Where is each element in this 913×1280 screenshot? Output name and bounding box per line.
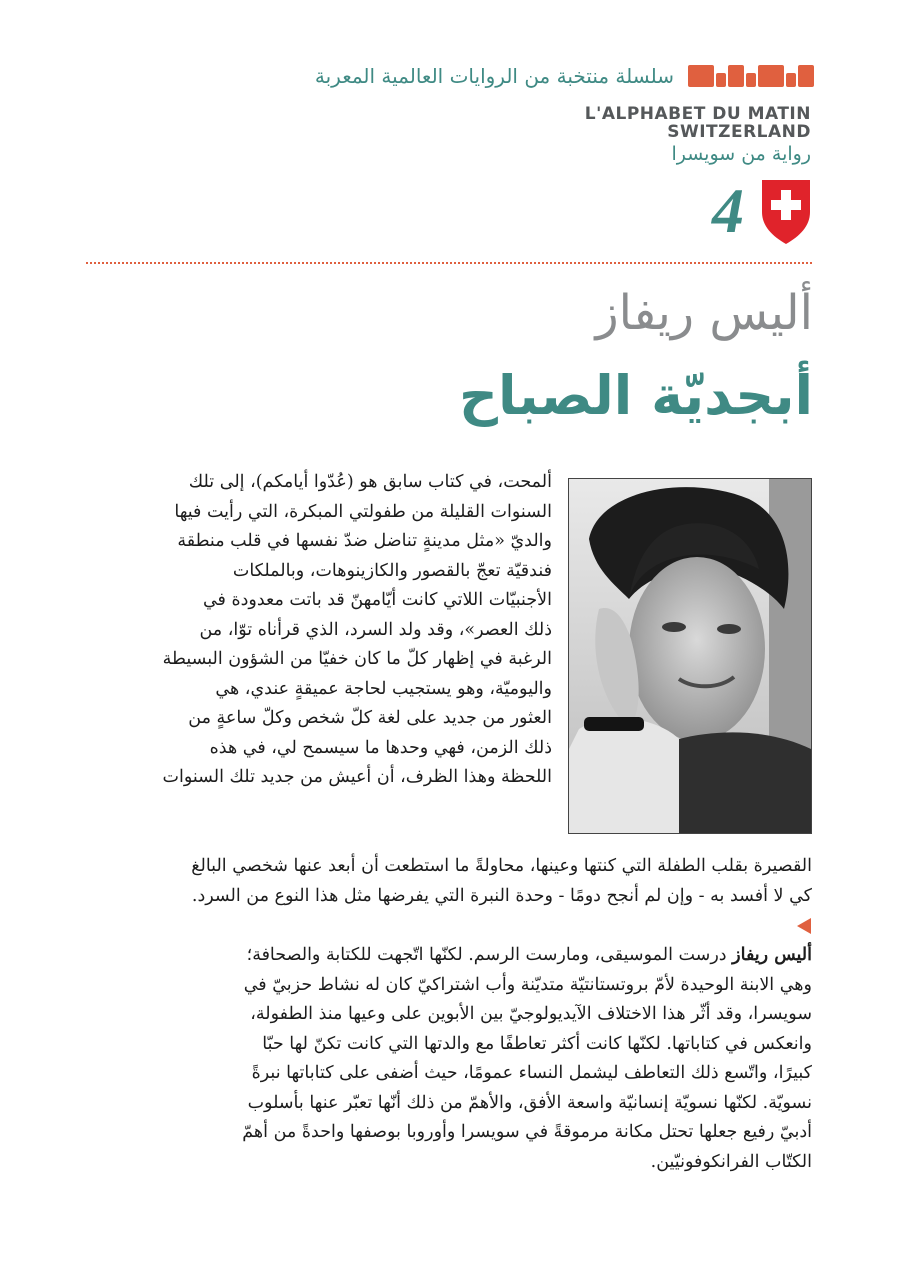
section-marker-icon	[797, 918, 811, 934]
intro-line: واليوميّة، وهو يستجيب لحاجة عميقةٍ عندي، هي	[215, 678, 552, 699]
bio-line: وهي الابنة الوحيدة لأمّ بروتستانتيّة متديّنة وأب اشتراكيّ كان له نشاط حزبيّ في	[243, 974, 812, 995]
intro-paragraph	[100, 468, 552, 793]
intro-line: السنوات القليلة من طفولتي المبكرة، التي رأيت فيها	[174, 501, 552, 522]
intro-line: ذلك العصر»، وقد ولد السرد، الذي قرأناه توّا، من	[199, 619, 552, 640]
bio-line: نسويّة. لكنّها نسويّة إنسانيّة واسعة الأفق، والأهمّ من ذلك أنّها تعبّر عنها بأسلوب	[247, 1092, 812, 1113]
bio-line: سويسرا، وقد أثّر هذا الاختلاف الآيديولوجيّ بين الأبوين على وعيها منذ الطفولة،	[250, 1004, 812, 1024]
bio-first-line: درست الموسيقى، ومارست الرسم. لكنّها اتّجهت للكتابة والصحافة؛	[246, 945, 733, 965]
country-latin: SWITZERLAND	[667, 122, 811, 142]
bio-line: وانعكس في كتاباتها. لكنّها كانت أكثر تعاطفًا مع والدتها التي كانت تكنّ لها حبّا	[262, 1033, 812, 1054]
original-title: L'ALPHABET DU MATIN	[584, 104, 811, 124]
bio-line: أدبيّ رفيع جعلها تحتل مكانة مرموقةً في سويسرا وأوروبا بوصفها واحدةً من أهمّ	[242, 1122, 812, 1142]
intro-line: ذلك الزمن، فهي وحدها ما سيسمح لي، في هذه	[209, 737, 552, 758]
bio-line: الكتّاب الفرانكوفونيّين.	[650, 1151, 812, 1172]
intro-paragraph-continuation	[100, 852, 812, 911]
series-name: سلسلة منتخبة من الروايات العالمية المعربة	[314, 64, 674, 88]
bio-line	[100, 941, 812, 971]
novel-origin: رواية من سويسرا	[671, 143, 811, 165]
author-portrait	[568, 478, 812, 834]
intro-line: الأجنبيّات اللاتي كانت أيّامهنّ قد باتت معدودة في	[202, 590, 552, 610]
series-header	[84, 60, 814, 92]
intro-line: كي لا أفسد به - وإن لم أنجح دومًا - وحدة النبرة التي يفرضها مثل هذا النوع من السرد.	[191, 885, 812, 906]
intro-line: والديّ «مثل مدينةٍ تناضل ضدّ نفسها في قلب منطقة	[177, 531, 552, 551]
intro-line: العثور من جديد على لغة كلّ شخص وكلّ ساعةٍ من	[188, 708, 552, 728]
intro-line: القصيرة بقلب الطفلة التي كنتها وعينها، محاولةً ما استطعت أن أبعد عنها شخصي البالغ	[191, 856, 812, 876]
series-number: 4	[712, 175, 744, 246]
bio-paragraph	[100, 941, 812, 1177]
bio-line: كبيرًا، واتّسع ذلك التعاطف ليشمل النساء عمومًا، حيث أضفى على كتاباتها نبرةً	[251, 1063, 812, 1083]
intro-line: الرغبة في إظهار كلّ ما كان خفيّا من الشؤون البسيطة	[162, 649, 552, 669]
intro-line: فندقيّة تعجّ بالقصور والكازينوهات، وبالملكات	[232, 560, 552, 581]
author-name: أليس ريفاز	[595, 285, 813, 341]
series-logo	[688, 62, 814, 90]
intro-line: ألمحت، في كتاب سابق هو (عُدّوا أيامكم)، إلى تلك	[188, 472, 552, 492]
swiss-flag-shield-icon	[760, 178, 812, 246]
header-divider	[86, 262, 812, 264]
book-title: أبجديّة الصباح	[459, 364, 813, 427]
author-portrait-image	[569, 479, 811, 833]
intro-line: اللحظة وهذا الظرف، أن أعيش من جديد تلك السنوات	[162, 767, 552, 787]
bio-author-name: أليس ريفاز	[732, 945, 812, 965]
original-title-block	[585, 105, 811, 141]
